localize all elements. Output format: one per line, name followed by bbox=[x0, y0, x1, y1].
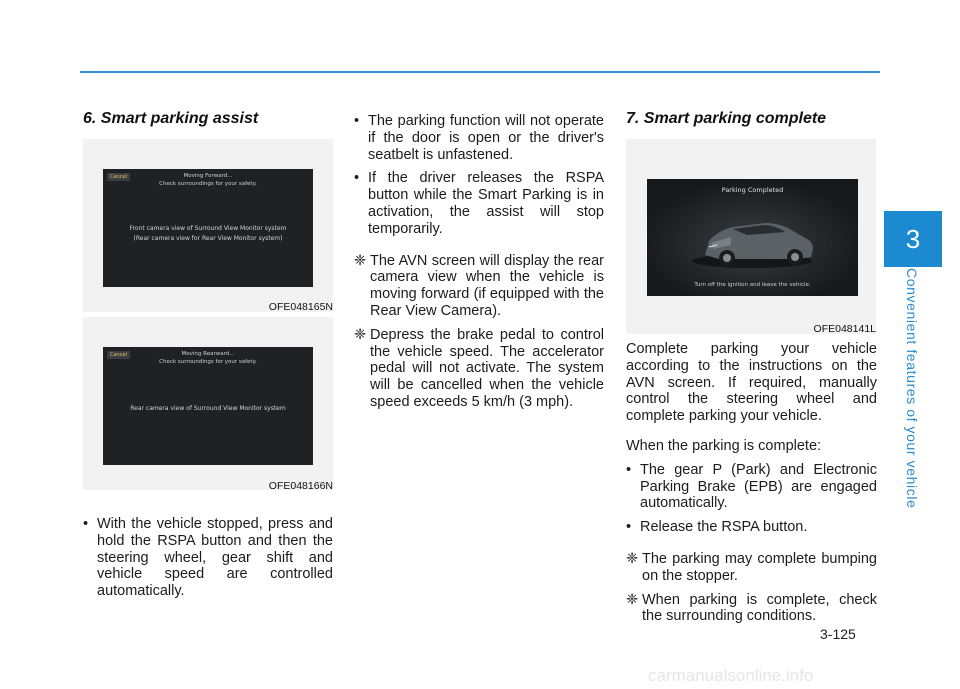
camera-view-label bbox=[103, 224, 313, 244]
header-rule bbox=[80, 71, 880, 73]
note-marker: ❈ bbox=[354, 326, 367, 343]
status-message bbox=[103, 172, 313, 188]
screen-title: Parking Completed bbox=[721, 186, 784, 194]
note-item bbox=[626, 592, 877, 626]
status-line-1: Moving Forward... bbox=[183, 173, 233, 179]
bullet-marker: • bbox=[626, 461, 632, 478]
note-item bbox=[354, 253, 604, 320]
bullet-item bbox=[83, 516, 333, 600]
section-heading-smart-parking-assist: 6. Smart parking assist bbox=[83, 110, 259, 127]
bullet-text: The parking function will not operate if the door is open or the driver's seatbelt is unfastened. bbox=[368, 113, 604, 163]
watermark: carmanualsonline.info bbox=[648, 666, 814, 685]
bullet-marker: • bbox=[83, 516, 89, 532]
paragraph: Complete parking your vehicle according to the instructions on the AVN screen. If required, manually control the steering wheel and complete parking your vehicle. bbox=[626, 341, 877, 425]
figure-moving-rearward bbox=[83, 317, 333, 490]
note-marker: ❈ bbox=[626, 591, 639, 608]
note-text: Depress the brake pedal to control the vehicle speed. The accelerator pedal will not activate. The system will be cancelled when the vehicle speed exceeds 5 km/h (3 mph). bbox=[370, 326, 604, 410]
screen-instruction: Turn off the ignition and leave the vehicle. bbox=[694, 282, 811, 288]
bullet-text: Release the RSPA button. bbox=[640, 519, 808, 536]
status-line-1: Moving Rearward... bbox=[181, 351, 235, 357]
chapter-number: 3 bbox=[905, 223, 921, 254]
camera-view-line-1: Rear camera view of Surround View Monitor system bbox=[130, 405, 286, 412]
figure-moving-forward bbox=[83, 139, 333, 312]
note-item bbox=[626, 551, 877, 585]
bullet-marker: • bbox=[354, 170, 360, 187]
figure-caption: OFE048166N bbox=[268, 480, 333, 492]
bullet-text: The gear P (Park) and Electronic Parking Brake (EPB) are engaged automatically. bbox=[640, 461, 877, 512]
status-line-2: Check surroundings for your safety. bbox=[159, 181, 257, 187]
bullet-text: If the driver releases the RSPA button while the Smart Parking is in activation, the assist will stop temporarily. bbox=[368, 170, 604, 237]
col2-body bbox=[354, 113, 604, 411]
note-marker: ❈ bbox=[626, 550, 639, 567]
camera-view-label bbox=[103, 404, 313, 414]
note-text: The AVN screen will display the rear camera view when the vehicle is moving forward (if equipped with the Rear View Camera). bbox=[370, 252, 604, 319]
status-line-2: Check surroundings for your safety. bbox=[159, 359, 257, 365]
bullet-marker: • bbox=[626, 519, 632, 536]
col3-body bbox=[626, 341, 877, 625]
bullet-item bbox=[354, 113, 604, 163]
camera-view-line-2: (Rear camera view for Rear View Monitor system) bbox=[133, 235, 283, 242]
bullet-text: With the vehicle stopped, press and hold the RSPA button and then the steering wheel, gear shift and vehicle speed are controlled automatically. bbox=[97, 516, 333, 600]
cancel-button: Cancel bbox=[107, 173, 130, 181]
note-marker: ❈ bbox=[354, 252, 367, 269]
note-text: The parking may complete bumping on the stopper. bbox=[642, 550, 877, 584]
figure-caption: OFE048141L bbox=[813, 323, 876, 335]
bullet-item bbox=[626, 519, 877, 536]
chapter-side-title bbox=[902, 268, 922, 509]
status-message bbox=[103, 350, 313, 366]
bullet-item bbox=[354, 170, 604, 237]
bullet-item bbox=[626, 462, 877, 512]
chapter-tab bbox=[884, 211, 942, 267]
bullet-marker: • bbox=[354, 113, 360, 129]
figure-caption: OFE048165N bbox=[268, 301, 333, 313]
col1-body bbox=[83, 516, 333, 600]
chapter-title: Convenient features of your vehicle bbox=[904, 268, 920, 509]
section-heading-smart-parking-complete: 7. Smart parking complete bbox=[626, 110, 827, 127]
page-number: 3-125 bbox=[820, 626, 856, 642]
car-illustration bbox=[647, 179, 858, 296]
avn-screen-forward bbox=[103, 169, 313, 287]
avn-screen-parking-completed bbox=[647, 179, 858, 296]
cancel-button: Cancel bbox=[107, 351, 130, 359]
paragraph: When the parking is complete: bbox=[626, 437, 822, 454]
note-item bbox=[354, 327, 604, 411]
note-text: When parking is complete, check the surrounding conditions. bbox=[642, 591, 877, 625]
camera-view-line-1: Front camera view of Surround View Monitor system bbox=[129, 225, 287, 232]
avn-screen-rearward bbox=[103, 347, 313, 465]
